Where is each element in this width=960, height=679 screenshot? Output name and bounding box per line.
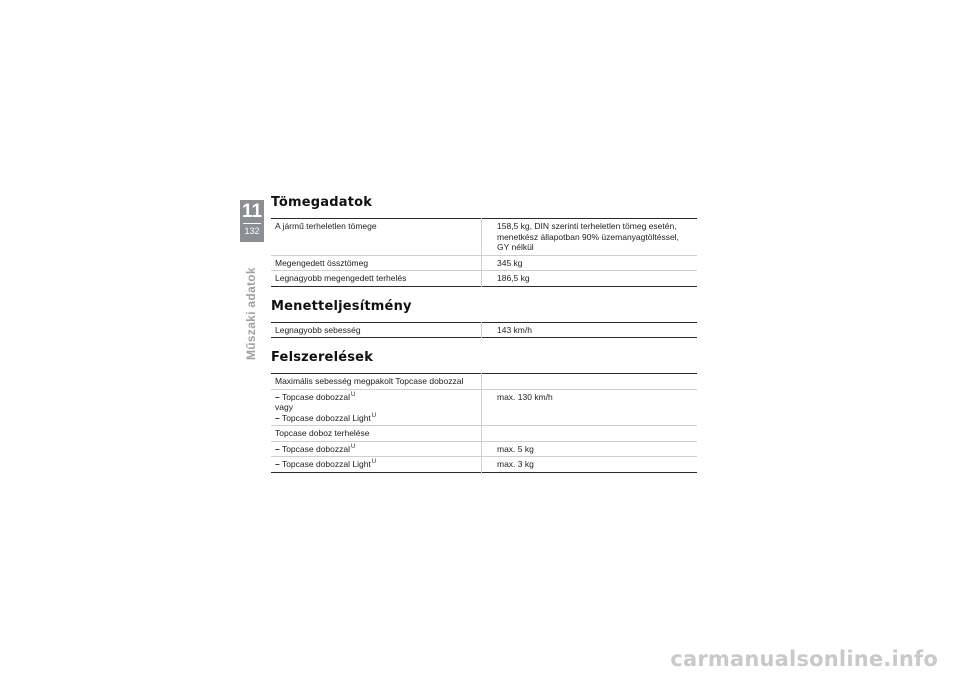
chapter-title: Műszaki adatok: [244, 267, 258, 360]
page-content: [271, 195, 697, 473]
section-heading-mass: Tömegadatok: [271, 195, 373, 210]
page-number: 132: [244, 226, 260, 236]
row-label: [271, 389, 482, 426]
table-row: [271, 322, 697, 338]
row-value: [482, 219, 698, 256]
value-line: menetkész állapotban 90% üzemanyagtöltéssel,: [497, 231, 679, 242]
dash-mark: –: [275, 443, 280, 454]
row-label: Megengedett össztömeg: [271, 255, 482, 271]
dash-mark: –: [275, 459, 280, 469]
table-row: [271, 389, 697, 426]
equipment-table: [271, 373, 697, 473]
row-value: 345 kg: [482, 255, 698, 271]
row-label: Maximális sebesség megpakolt Topcase dobozzal: [275, 376, 464, 386]
row-value: max. 3 kg: [482, 457, 698, 473]
chapter-number: 11: [241, 201, 263, 222]
row-value: max. 130 km/h: [482, 389, 698, 426]
row-value: [482, 374, 698, 390]
item-label: Topcase dobozzal: [281, 443, 350, 454]
chapter-tab: [240, 200, 264, 242]
item-label: Topcase dobozzal: [281, 391, 350, 402]
row-label: A jármű terheletlen tömege: [275, 221, 377, 231]
item-label: Topcase dobozzal Light: [281, 412, 371, 423]
option-mark: U: [371, 412, 377, 419]
row-value: 143 km/h: [482, 322, 698, 338]
option-mark: U: [351, 391, 356, 398]
option-mark: U: [351, 443, 356, 450]
dash-mark: –: [275, 412, 280, 423]
mass-table: [271, 218, 697, 287]
value-line: 158,5 kg, DIN szerinti terheletlen tömeg esetén,: [497, 221, 677, 231]
table-row: [271, 219, 697, 256]
table-row: [271, 441, 697, 457]
row-value: max. 5 kg: [482, 441, 698, 457]
table-row: [271, 271, 697, 287]
item-label: Topcase dobozzal Light: [281, 459, 371, 469]
row-value: [482, 426, 698, 442]
performance-table: [271, 322, 697, 339]
or-text: vagy: [275, 402, 293, 412]
value-line: GY nélkül: [497, 242, 534, 252]
row-label: [271, 441, 482, 457]
table-row: [271, 255, 697, 271]
row-label: Legnagyobb sebesség: [275, 324, 361, 335]
row-label: [271, 457, 482, 473]
option-mark: U: [371, 459, 377, 465]
row-value: 186,5 kg: [482, 271, 698, 287]
section-heading-equipment: Felszerelések: [271, 350, 374, 365]
watermark: carmanualsonline.info: [670, 647, 938, 671]
section-heading-performance: Menetteljesítmény: [271, 298, 412, 314]
table-row: [271, 457, 697, 473]
dash-mark: –: [275, 391, 280, 402]
table-row: [271, 374, 697, 390]
row-label: Legnagyobb megengedett terhelés: [271, 271, 482, 287]
table-row: [271, 426, 697, 442]
row-label: Topcase doboz terhelése: [271, 426, 482, 442]
